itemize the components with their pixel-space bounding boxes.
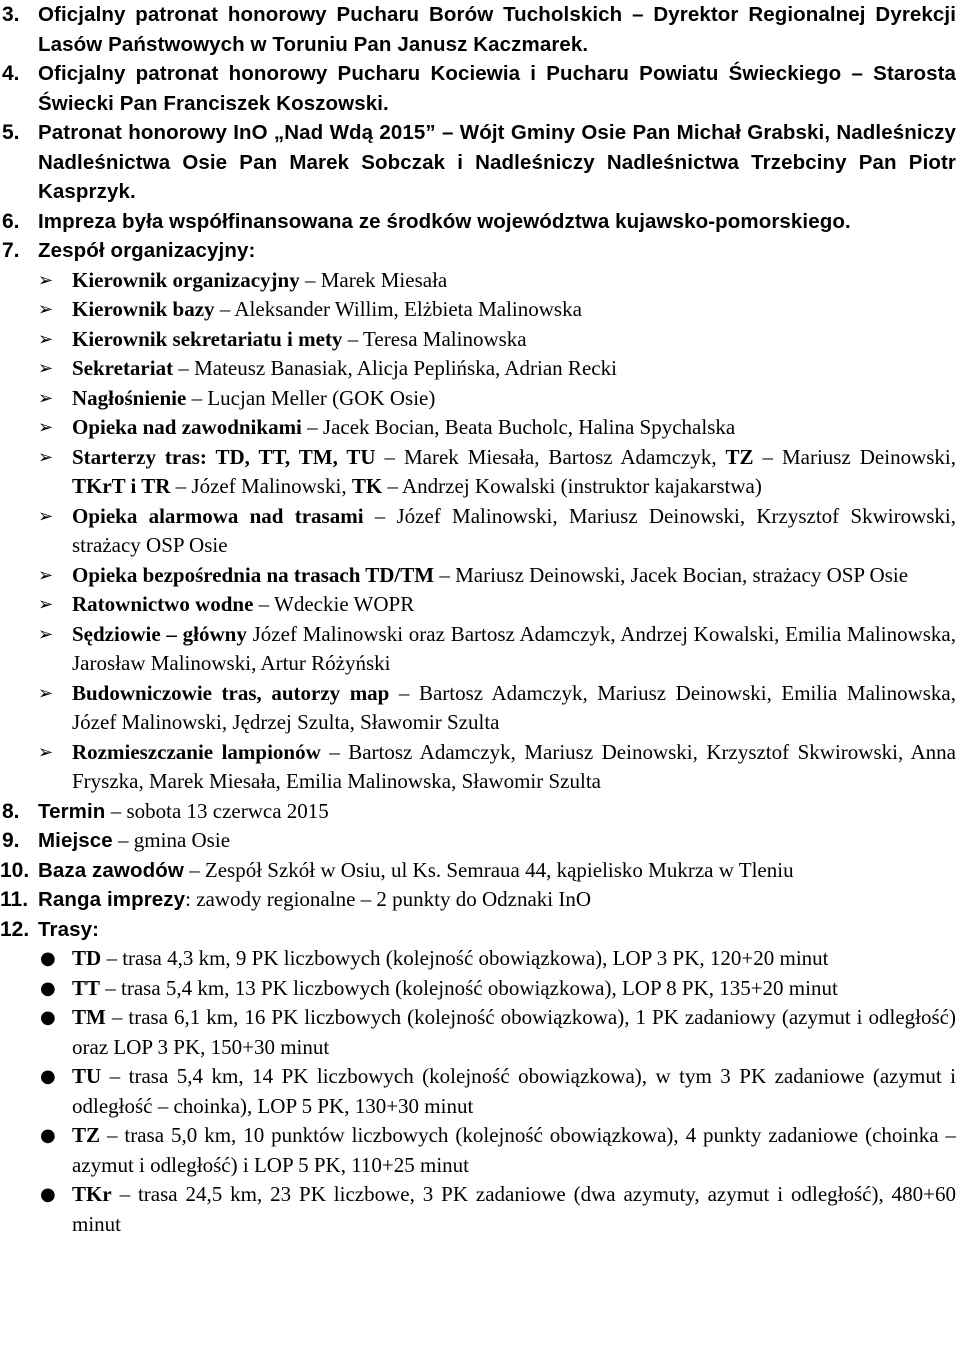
arrow-bullet-icon: ➢ [38,594,54,615]
team-member-row [0,561,960,591]
item-number: 12. [0,917,30,941]
team-member-row [0,325,960,355]
item-4 [0,59,960,118]
team-member-row [0,354,960,384]
detail-label: Miejsce [38,829,113,852]
arrow-bullet-icon: ➢ [38,741,54,763]
item-3 [0,0,960,59]
dot-bullet-icon: ● [40,1125,56,1146]
team-people: – Bartosz Adamczyk, Mariusz Deinowski, Emilia Malinowska, Józef Malinowski, Jędrzej Szulta, Sławomir Szulta [72,680,956,734]
detail-row [0,915,960,945]
item-text: Impreza była współfinansowana ze środków województwa kujawsko-pomorskiego. [38,209,851,233]
team-member-row [0,590,960,620]
team-member-row [0,295,960,325]
item-text: Oficjalny patronat honorowy Pucharu Kociewia i Pucharu Powiatu Świeckiego – Starosta Świecki Pan Franciszek Koszowski. [38,62,956,115]
route-description: – trasa 5,4 km, 13 PK liczbowych (kolejność obowiązkowa), LOP 8 PK, 135+20 minut [100,975,838,1000]
item-number: 10. [0,858,30,882]
route-description: – trasa 4,3 km, 9 PK liczbowych (kolejność obowiązkowa), LOP 3 PK, 120+20 minut [101,946,829,970]
item-number: 4. [2,62,20,85]
item-5 [0,118,960,207]
item-text: Oficjalny patronat honorowy Pucharu Borów Tucholskich – Dyrektor Regionalnej Dyrekcji Lasów Państwowych w Toruniu Pan Janusz Kaczmarek. [38,3,956,56]
starters-label: TKrT i TR [72,474,171,498]
team-people: Józef Malinowski oraz Bartosz Adamczyk, Andrzej Kowalski, Emilia Malinowska, Jarosław Malinowski, Artur Różyński [72,621,956,675]
detail-label: Ranga imprezy [38,888,186,911]
item-number: 11. [0,888,29,911]
route-code: TT [72,975,101,1000]
starters-label: Starterzy tras: TD, TT, TM, TU [72,444,376,469]
detail-label: Termin [38,799,106,823]
team-member-row [0,384,960,414]
route-row [0,1180,960,1239]
arrow-bullet-icon: ➢ [38,564,54,586]
detail-row [0,797,960,827]
team-people: – Aleksander Willim, Elżbieta Malinowska [214,297,582,321]
route-row [0,944,960,974]
arrow-bullet-icon: ➢ [38,387,54,409]
route-row [0,1062,960,1121]
item-number: 7. [2,239,20,262]
detail-row [0,885,960,915]
team-people: – Teresa Malinowska [342,326,527,351]
route-row [0,1003,960,1062]
route-code: TD [72,946,102,970]
arrow-bullet-icon: ➢ [38,623,54,645]
route-code: TZ [72,1123,101,1147]
dot-bullet-icon: ● [40,977,56,999]
team-role: Opieka bezpośrednia na trasach TD/TM [72,562,435,587]
team-member-row [0,443,960,502]
team-member-row [0,620,960,679]
arrow-bullet-icon: ➢ [38,358,54,379]
starters-text: – Marek Miesała, Bartosz Adamczyk, [375,444,726,469]
team-people: – Józef Malinowski, Mariusz Deinowski, Krzysztof Skwirowski, strażacy OSP Osie [72,503,956,557]
dot-bullet-icon: ● [40,1184,56,1205]
starters-text: – Mariusz Deinowski, [753,444,956,469]
item-number: 9. [2,829,20,852]
item-7 [0,236,960,266]
team-people: – Mariusz Deinowski, Jacek Bocian, strażacy OSP Osie [434,562,909,587]
route-row [0,1121,960,1180]
item-text: Zespół organizacyjny: [38,239,256,262]
route-code: TU [72,1064,102,1088]
team-member-row [0,502,960,561]
detail-value: – gmina Osie [112,828,231,852]
arrow-bullet-icon: ➢ [38,505,54,527]
route-code: TM [72,1005,106,1029]
team-member-row [0,266,960,296]
team-role: Ratownictwo wodne [72,592,254,616]
team-role: Nagłośnienie [72,385,187,410]
detail-row [0,826,960,856]
item-6 [0,207,960,237]
item-number: 3. [2,3,20,26]
team-list [0,266,960,797]
routes-list [0,944,960,1239]
team-role: Budowniczowie tras, autorzy map [72,680,390,705]
detail-value: : zawody regionalne – 2 punkty do Odznaki InO [185,887,592,911]
team-role: Opieka nad zawodnikami [72,415,302,439]
team-member-row [0,679,960,738]
route-description: – trasa 5,4 km, 14 PK liczbowych (kolejność obowiązkowa), w tym 3 PK zadaniowe (azymut i odległość – choinka), LOP 5 PK, 130+30 minut [72,1064,956,1118]
team-role: Rozmieszczanie lampionów [72,739,321,764]
starters-text: – Józef Malinowski, [170,474,352,498]
dot-bullet-icon: ● [40,1066,56,1087]
item-text: Patronat honorowy InO „Nad Wdą 2015” – Wójt Gminy Osie Pan Michał Grabski, Nadleśniczy Nadleśnictwa Osie Pan Marek Sobczak i Nadleśniczy Nadleśnictwa Trzebciny Pan Piotr Kasprzyk. [38,121,956,203]
arrow-bullet-icon: ➢ [38,417,54,438]
team-role: Kierownik sekretariatu i mety [72,326,343,351]
team-role: Sekretariat [72,356,174,380]
starters-text: – Andrzej Kowalski (instruktor kajakarstwa) [382,474,762,498]
detail-value: – sobota 13 czerwca 2015 [105,798,329,823]
item-number: 8. [2,799,20,823]
route-code: TKr [72,1182,112,1206]
arrow-bullet-icon: ➢ [38,446,54,468]
item-number: 5. [2,121,20,144]
route-description: – trasa 6,1 km, 16 PK liczbowych (kolejność obowiązkowa), 1 PK zadaniowy (azymut i odległość) oraz LOP 3 PK, 150+30 minut [72,1005,956,1059]
item-number: 6. [2,209,20,233]
detail-label: Baza zawodów [38,858,184,882]
detail-label: Trasy: [38,917,99,941]
team-people: – Bartosz Adamczyk, Mariusz Deinowski, Krzysztof Skwirowski, Anna Fryszka, Marek Miesała, Emilia Malinowska, Sławomir Szulta [72,739,956,793]
starters-label: TZ [725,444,754,469]
detail-row [0,856,960,886]
team-member-row [0,413,960,443]
team-people: – Marek Miesała [299,267,448,292]
team-role: Kierownik bazy [72,297,215,321]
team-role: Sędziowie – główny [72,621,247,646]
route-row [0,974,960,1004]
dot-bullet-icon: ● [40,1007,56,1028]
route-description: – trasa 24,5 km, 23 PK liczbowe, 3 PK zadaniowe (dwa azymuty, azymut i odległość), 480+60 minut [72,1182,956,1236]
arrow-bullet-icon: ➢ [38,269,54,291]
team-role: Opieka alarmowa nad trasami [72,503,364,528]
starters-label: TK [351,474,383,498]
arrow-bullet-icon: ➢ [38,299,54,320]
route-description: – trasa 5,0 km, 10 punktów liczbowych (kolejność obowiązkowa), 4 punkty zadaniowe (choinka – azymut i odległość) i LOP 5 PK, 110+25 minut [72,1123,956,1177]
details-list [0,797,960,945]
team-people: – Wdeckie WOPR [253,592,415,616]
team-people: – Lucjan Meller (GOK Osie) [186,385,436,410]
arrow-bullet-icon: ➢ [38,682,54,704]
team-role: Kierownik organizacyjny [72,267,300,292]
detail-value: – Zespół Szkół w Osiu, ul Ks. Semraua 44, kąpielisko Mukrza w Tleniu [183,857,794,882]
team-member-row [0,738,960,797]
dot-bullet-icon: ● [40,948,56,969]
team-people: – Jacek Bocian, Beata Bucholc, Halina Spychalska [301,415,736,439]
arrow-bullet-icon: ➢ [38,328,54,350]
team-people: – Mateusz Banasiak, Alicja Peplińska, Adrian Recki [173,356,617,380]
